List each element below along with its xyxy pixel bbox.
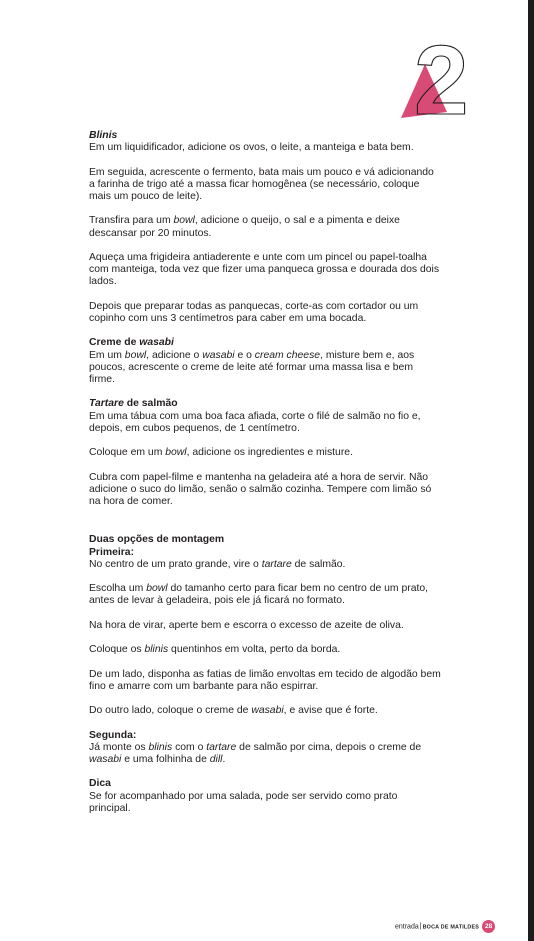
wasabi-step-1: Em um bowl, adicione o wasabi e o cream cheese, misture bem e, aos poucos, acrescente o creme de leite até formar uma massa lisa e bem firme.: [89, 349, 415, 385]
section-title-blinis: Blinis: [89, 130, 118, 141]
dica-text: Se for acompanhado por uma salada, pode ser servido como prato principal.: [89, 790, 398, 814]
montagem-step-3: Na hora de virar, aperte bem e escorra o excesso de azeite de oliva.: [89, 619, 404, 631]
step-number: 2: [414, 28, 469, 124]
section-title-dica: Dica: [89, 778, 111, 790]
section-title-wasabi: Creme de wasabi: [89, 337, 174, 349]
blinis-step-3: Transfira para um bowl, adicione o queijo, o sal e a pimenta e deixe descansar por 20 minutos.: [89, 215, 400, 239]
section-title-montagem: Duas opções de montagem: [89, 534, 225, 546]
section-title-tartare: Tartare de salmão: [89, 398, 178, 410]
footer-section: entrada: [395, 923, 419, 931]
montagem-step-6: Do outro lado, coloque o creme de wasabi, e avise que é forte.: [89, 705, 378, 717]
page-edge: [528, 0, 534, 941]
option-label-primeira: Primeira:: [89, 546, 135, 558]
blinis-step-2: Em seguida, acrescente o fermento, bata mais um pouco e vá adicionando a farinha de trigo até a massa ficar homogênea (se necessário, coloque mais um pouco de leite).: [89, 166, 434, 202]
step-number-graphic: [398, 28, 480, 124]
tartare-step-1: Em uma tábua com uma boa faca afiada, corte o filé de salmão no fio e, depois, em cubos pequenos, de 1 centímetro.: [89, 410, 421, 434]
footer-separator: |: [419, 923, 422, 931]
montagem-step-2: Escolha um bowl do tamanho certo para ficar bem no centro de um prato, antes de levar à geladeira, pois ele já ficará no formato.: [89, 583, 429, 607]
montagem-step-4: Coloque os blinis quentinhos em volta, perto da borda.: [89, 644, 341, 656]
option-label-segunda: Segunda:: [89, 729, 137, 741]
montagem-step-1: No centro de um prato grande, vire o tartare de salmão.: [89, 558, 346, 570]
page-number: 28: [482, 920, 495, 933]
page-footer: [395, 920, 495, 934]
montagem-step-7: Já monte os blinis com o tartare de salmão por cima, depois o creme de wasabi e uma folhinha de dill.: [89, 741, 422, 765]
blinis-step-4: Aqueça uma frigideira antiaderente e unte com um pincel ou papel-toalha com manteiga, toda vez que fizer uma panqueca grossa e dourada dos dois lados.: [89, 251, 440, 288]
montagem-step-5: De um lado, disponha as fatias de limão envoltas em tecido de algodão bem fino e amarre com um barbante para não espirrar.: [89, 668, 441, 692]
tartare-step-3: Cubra com papel-filme e mantenha na geladeira até a hora de servir. Não adicione o suco do limão, senão o salmão cozinha. Tempere com limão só na hora de comer.: [89, 471, 432, 507]
recipe-instructions: [89, 130, 441, 827]
section-gap: [89, 520, 441, 534]
blinis-step-5: Depois que preparar todas as panquecas, corte-as com cortador ou um copinho com uns 3 centímetros para caber em uma bocada.: [89, 300, 419, 324]
tartare-step-2: Coloque em um bowl, adicione os ingredientes e misture.: [89, 447, 353, 459]
blinis-step-1: Em um liquidificador, adicione os ovos, o leite, a manteiga e bata bem.: [89, 142, 414, 154]
footer-book-title: BOCA DE MATILDES: [422, 924, 480, 931]
